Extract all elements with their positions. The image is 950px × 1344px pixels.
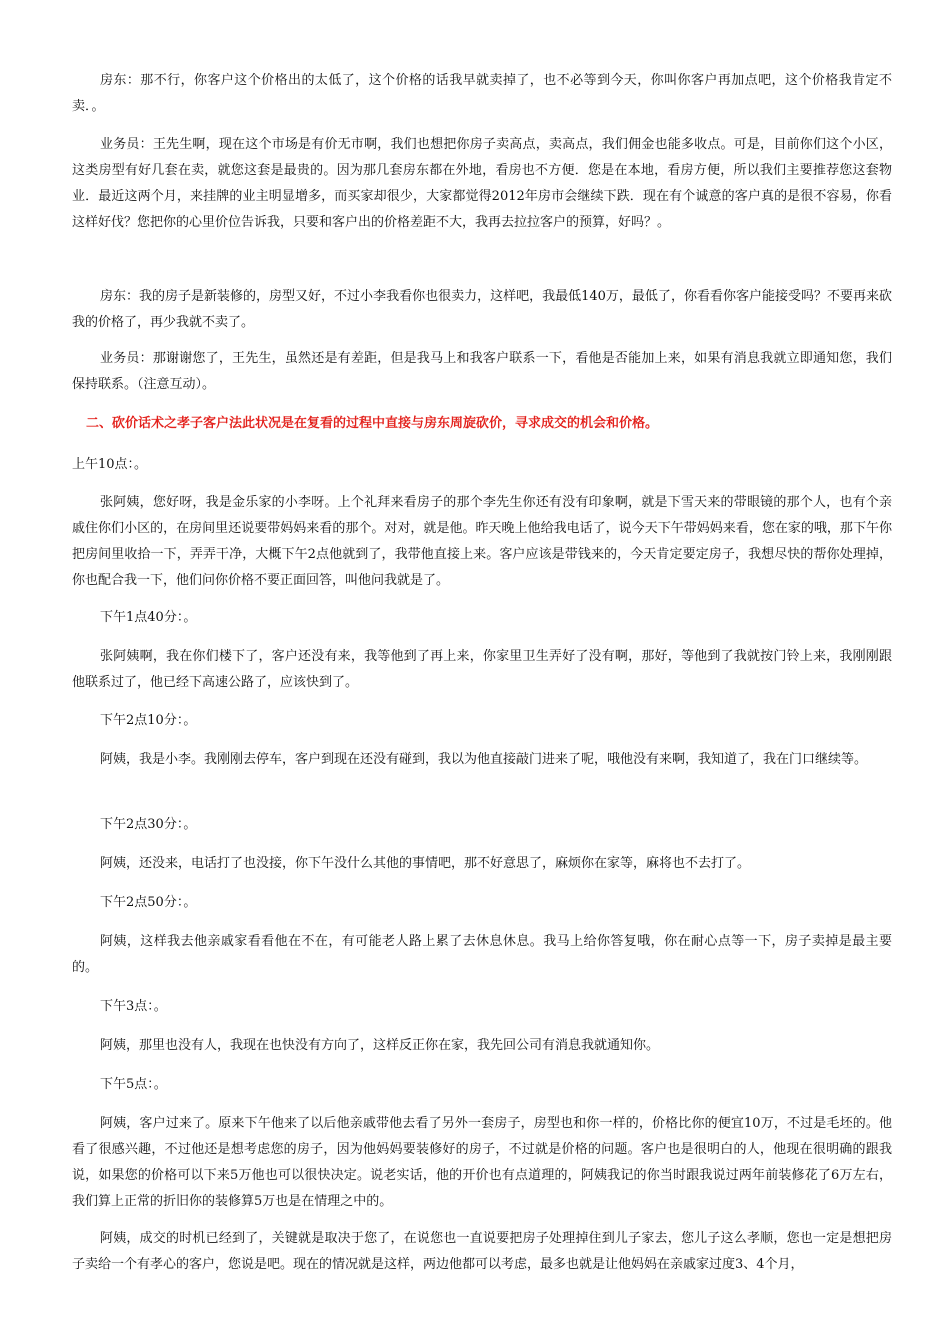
time-label-2-30pm: 下午2点30分：。 xyxy=(100,817,197,832)
paragraph-call-2-30pm: 阿姨，还没来，电话打了也没接，你下午没什么其他的事情吧，那不好意思了，麻烦你在家等，麻将也不去打了。 xyxy=(100,856,751,871)
paragraph-call-10am: 张阿姨，您好呀，我是金乐家的小李呀。上个礼拜来看房子的那个李先生你还有没有印象啊，就是下雪天来的带眼镜的那个人，也有个亲戚住你们小区的，在房间里还说要带妈妈来看的那个。对对，就是他。昨天晚上他给我电话了，说今天下午带妈妈来看，您在家的哦，那下午你把房间里收拾一下，弄弄干净，大概下午2点他就到了，我带他直接上来。客户应该是带钱来的，今天肯定要定房子，我想尽快的帮你处理掉，你也配合我一下，他们问你价格不要正面回答，叫他问我就是了。 xyxy=(72,495,892,588)
paragraph-call-2-50pm: 阿姨，这样我去他亲戚家看看他在不在，有可能老人路上累了去休息休息。我马上给你答复哦，你在耐心点等一下，房子卖掉是最主要的。 xyxy=(72,934,892,975)
paragraph-closing: 阿姨，成交的时机已经到了，关键就是取决于您了，在说您也一直说要把房子处理掉住到儿子家去，您儿子这么孝顺，您也一定是想把房子卖给一个有孝心的客户，您说是吧。现在的情况就是这样，两边他都可以考虑，最多也就是让他妈妈在亲戚家过度3、4个月， xyxy=(72,1231,892,1272)
time-label-5pm: 下午5点：。 xyxy=(100,1077,167,1092)
paragraph-landlord-2: 房东：我的房子是新装修的，房型又好，不过小李我看你也很卖力，这样吧，我最低140万，最低了，你看看你客户能接受吗？不要再来砍我的价格了，再少我就不卖了。 xyxy=(72,289,892,330)
time-label-10am: 上午10点：。 xyxy=(72,457,148,472)
time-label-1-40pm: 下午1点40分：。 xyxy=(100,610,197,625)
paragraph-landlord-1: 房东：那不行，你客户这个价格出的太低了，这个价格的话我早就卖掉了，也不必等到今天，你叫你客户再加点吧，这个价格我肯定不卖．。 xyxy=(72,73,892,114)
section-heading: 二、砍价话术之孝子客户法此状况是在复看的过程中直接与房东周旋砍价，寻求成交的机会和价格。 xyxy=(86,416,659,431)
paragraph-agent-2: 业务员：那谢谢您了，王先生，虽然还是有差距，但是我马上和我客户联系一下，看他是否能加上来，如果有消息我就立即通知您，我们保持联系。（注意互动）。 xyxy=(72,351,892,392)
paragraph-call-2-10pm: 阿姨，我是小李。我刚刚去停车，客户到现在还没有碰到，我以为他直接敲门进来了呢，哦他没有来啊，我知道了，我在门口继续等。 xyxy=(100,752,868,767)
time-label-3pm: 下午3点：。 xyxy=(100,999,167,1014)
paragraph-call-1-40pm: 张阿姨啊，我在你们楼下了，客户还没有来，我等他到了再上来，你家里卫生弄好了没有啊，那好，等他到了我就按门铃上来，我刚刚跟他联系过了，他已经下高速公路了，应该快到了。 xyxy=(72,649,892,690)
paragraph-agent-1: 业务员：王先生啊，现在这个市场是有价无市啊，我们也想把你房子卖高点，卖高点，我们佣金也能多收点。可是，目前你们这个小区，这类房型有好几套在卖，就您这套是最贵的。因为那几套房东都在外地，看房也不方便．您是在本地，看房方便，所以我们主要推荐您这套物业．最近这两个月，来挂牌的业主明显增多，而买家却很少，大家都觉得2012年房市会继续下跌．现在有个诚意的客户真的是很不容易，你看这样好伐？您把你的心里价位告诉我，只要和客户出的价格差距不大，我再去拉拉客户的预算，好吗？。 xyxy=(72,137,892,230)
paragraph-call-5pm: 阿姨，客户过来了。原来下午他来了以后他亲戚带他去看了另外一套房子，房型也和你一样的，价格比你的便宜10万，不过是毛坯的。他看了很感兴趣，不过他还是想考虑您的房子，因为他妈妈要装修好的房子，不过就是价格的问题。客户也是很明白的人，他现在很明确的跟我说，如果您的价格可以下来5万他也可以很快决定。说老实话，他的开价也有点道理的，阿姨我记的你当时跟我说过两年前装修花了6万左右，我们算上正常的折旧你的装修算5万也是在情理之中的。 xyxy=(72,1116,892,1209)
time-label-2-50pm: 下午2点50分：。 xyxy=(100,895,197,910)
paragraph-call-3pm: 阿姨，那里也没有人，我现在也快没有方向了，这样反正你在家，我先回公司有消息我就通知你。 xyxy=(100,1038,660,1053)
time-label-2-10pm: 下午2点10分：。 xyxy=(100,713,197,728)
